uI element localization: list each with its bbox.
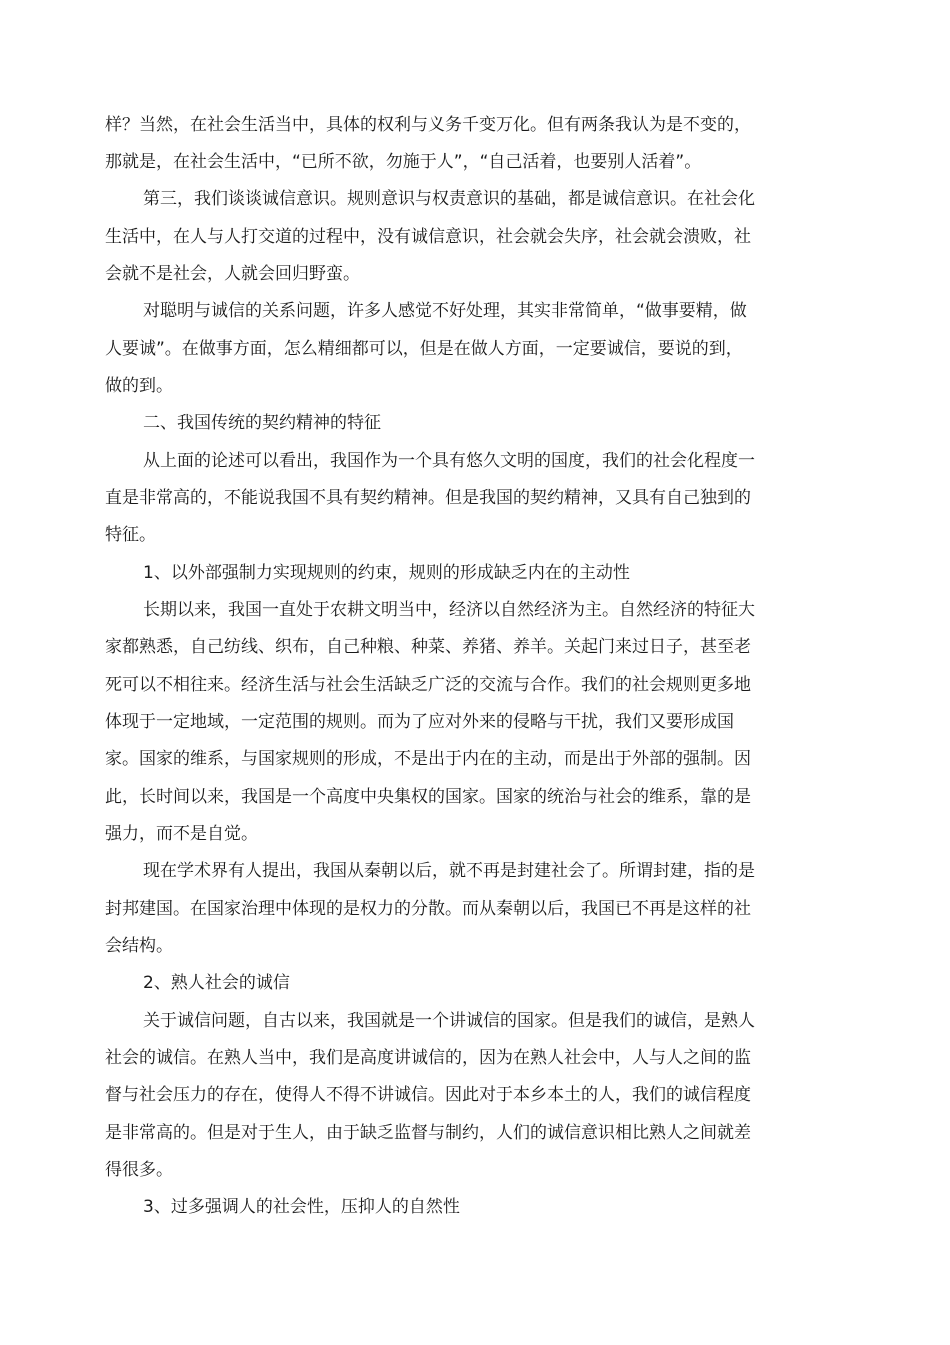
text-line: 做的到。 <box>105 376 173 396</box>
subsection-heading: 1、以外部强制力实现规则的约束，规则的形成缺乏内在的主动性 <box>143 563 630 583</box>
text-line: 社会的诚信。在熟人当中，我们是高度讲诚信的，因为在熟人社会中，人与人之间的监 <box>105 1048 751 1068</box>
text-line: 现在学术界有人提出，我国从秦朝以后，就不再是封建社会了。所谓封建，指的是 <box>143 861 755 881</box>
text-line: 第三，我们谈谈诚信意识。规则意识与权责意识的基础，都是诚信意识。在社会化 <box>143 189 755 209</box>
text-line: 得很多。 <box>105 1160 173 1180</box>
text-line: 生活中，在人与人打交道的过程中，没有诚信意识，社会就会失序，社会就会溃败，社 <box>105 227 751 247</box>
text-line: 督与社会压力的存在，使得人不得不讲诚信。因此对于本乡本土的人，我们的诚信程度 <box>105 1085 751 1105</box>
subsection-heading: 3、过多强调人的社会性，压抑人的自然性 <box>143 1197 460 1217</box>
text-line: 家都熟悉，自己纺线、织布，自己种粮、种菜、养猪、养羊。关起门来过日子，甚至老 <box>105 637 751 657</box>
text-line: 那就是，在社会生活中，“已所不欲，勿施于人”，“自己活着，也要别人活着”。 <box>105 152 702 172</box>
text-line: 家。国家的维系，与国家规则的形成，不是出于内在的主动，而是出于外部的强制。因 <box>105 749 751 769</box>
text-line: 强力，而不是自觉。 <box>105 824 258 844</box>
text-line: 封邦建国。在国家治理中体现的是权力的分散。而从秦朝以后，我国已不再是这样的社 <box>105 899 751 919</box>
text-line: 是非常高的。但是对于生人，由于缺乏监督与制约，人们的诚信意识相比熟人之间就差 <box>105 1123 751 1143</box>
text-line: 会就不是社会，人就会回归野蛮。 <box>105 264 360 284</box>
text-line: 样？当然，在社会生活当中，具体的权利与义务千变万化。但有两条我认为是不变的， <box>105 115 751 135</box>
text-line: 体现于一定地域，一定范围的规则。而为了应对外来的侵略与干扰，我们又要形成国 <box>105 712 734 732</box>
text-line: 直是非常高的，不能说我国不具有契约精神。但是我国的契约精神，又具有自己独到的 <box>105 488 751 508</box>
text-line: 人要诚”。在做事方面，怎么精细都可以，但是在做人方面，一定要诚信，要说的到， <box>105 339 743 359</box>
text-line: 关于诚信问题，自古以来，我国就是一个讲诚信的国家。但是我们的诚信，是熟人 <box>143 1011 755 1031</box>
text-line: 会结构。 <box>105 936 173 956</box>
text-line: 长期以来，我国一直处于农耕文明当中，经济以自然经济为主。自然经济的特征大 <box>143 600 755 620</box>
text-line: 特征。 <box>105 525 156 545</box>
text-line: 此，长时间以来，我国是一个高度中央集权的国家。国家的统治与社会的维系，靠的是 <box>105 787 751 807</box>
text-line: 对聪明与诚信的关系问题，许多人感觉不好处理，其实非常简单，“做事要精，做 <box>143 301 747 321</box>
section-heading: 二、我国传统的契约精神的特征 <box>143 413 381 433</box>
text-line: 从上面的论述可以看出，我国作为一个具有悠久文明的国度，我们的社会化程度一 <box>143 451 755 471</box>
subsection-heading: 2、熟人社会的诚信 <box>143 973 290 993</box>
text-line: 死可以不相往来。经济生活与社会生活缺乏广泛的交流与合作。我们的社会规则更多地 <box>105 675 751 695</box>
